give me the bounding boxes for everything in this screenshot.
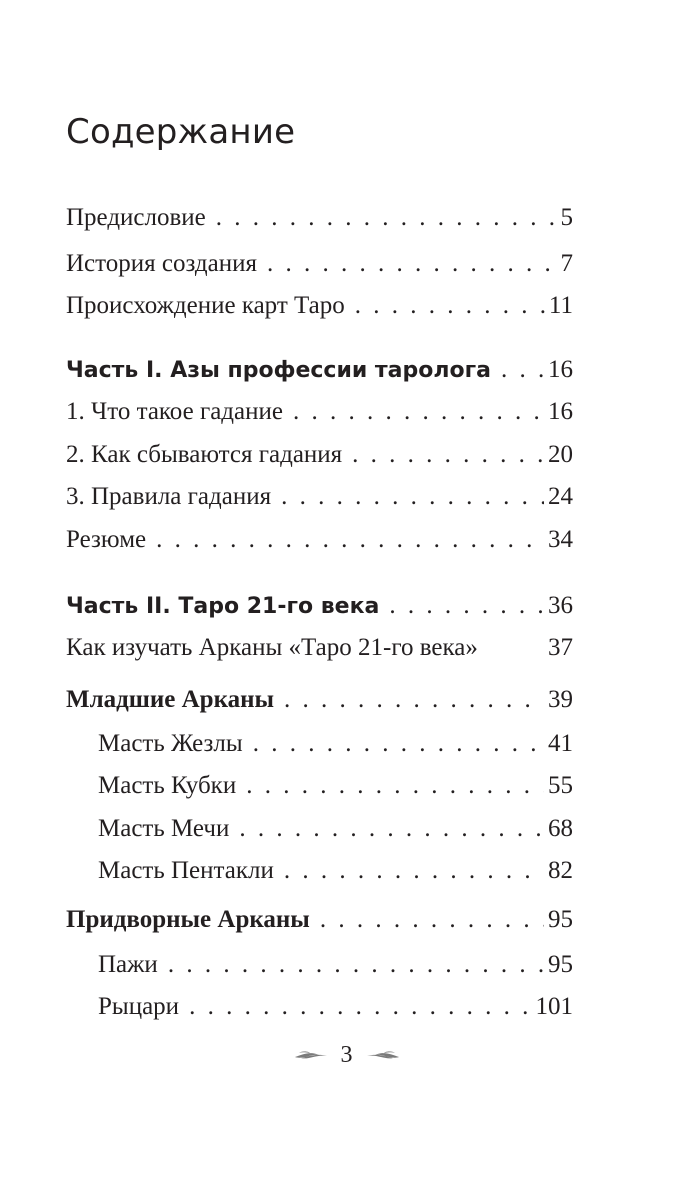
dot-leader bbox=[389, 591, 544, 621]
dot-leader bbox=[239, 814, 544, 844]
toc-entry-page: 37 bbox=[548, 634, 573, 661]
toc-entry-page: 39 bbox=[548, 686, 573, 713]
toc-entry-page: 36 bbox=[548, 592, 573, 619]
dot-leader bbox=[267, 249, 557, 279]
dot-leader bbox=[320, 905, 544, 935]
toc-entry[interactable] bbox=[66, 482, 573, 512]
toc-entry-label: Часть II. Таро 21-го века bbox=[66, 594, 380, 619]
toc-entry[interactable] bbox=[66, 291, 573, 321]
right-ornament-icon bbox=[365, 1048, 401, 1062]
toc-entry-label: Происхождение карт Таро bbox=[66, 292, 345, 319]
dot-leader bbox=[352, 440, 544, 470]
toc-entry-page: 34 bbox=[548, 526, 573, 553]
toc-entry-label: Масть Пентакли bbox=[98, 857, 274, 884]
toc-entry-label: 3. Правила гадания bbox=[66, 483, 272, 510]
toc-entry-page: 20 bbox=[548, 441, 573, 468]
toc-entry-label: Придворные Арканы bbox=[66, 906, 310, 933]
toc-entry[interactable] bbox=[98, 856, 573, 886]
toc-entry-label: Как изучать Арканы «Таро 21-го века» bbox=[66, 634, 478, 661]
toc-entry-page: 24 bbox=[548, 483, 573, 510]
dot-leader bbox=[355, 291, 545, 321]
toc-entry[interactable] bbox=[66, 397, 573, 427]
toc-entry-label: Рыцари bbox=[98, 993, 180, 1020]
toc-entry-label: Младшие Арканы bbox=[66, 686, 275, 713]
toc-entry[interactable] bbox=[98, 771, 573, 801]
toc-entry-label: 1. Что такое гадание bbox=[66, 398, 283, 425]
toc-section-heading[interactable] bbox=[66, 905, 573, 935]
left-ornament-icon bbox=[293, 1048, 329, 1062]
dot-leader bbox=[168, 950, 544, 980]
toc-entry-label: Предисловие bbox=[66, 204, 206, 231]
toc-entry-page: 82 bbox=[548, 857, 573, 884]
toc-entry[interactable] bbox=[98, 729, 573, 759]
page-footer bbox=[0, 1040, 693, 1070]
dot-leader bbox=[189, 992, 531, 1022]
toc-part-heading[interactable] bbox=[66, 355, 573, 386]
toc-entry-page: 41 bbox=[548, 730, 573, 757]
toc-entry-page: 95 bbox=[548, 951, 573, 978]
toc-entry[interactable] bbox=[66, 525, 573, 555]
toc-entry-page: 101 bbox=[535, 993, 573, 1020]
dot-leader bbox=[156, 525, 544, 555]
toc-section-heading[interactable] bbox=[66, 685, 573, 715]
toc-entry-label: 2. Как сбываются гадания bbox=[66, 441, 343, 468]
page-number: 3 bbox=[340, 1042, 353, 1068]
dot-leader bbox=[284, 685, 544, 715]
dot-leader bbox=[253, 729, 544, 759]
toc-entry[interactable] bbox=[66, 249, 573, 279]
toc-entry[interactable] bbox=[66, 440, 573, 470]
dot-leader bbox=[501, 355, 544, 385]
toc-entry-page: 11 bbox=[548, 292, 573, 319]
toc-entry-page: 95 bbox=[548, 906, 573, 933]
toc-entry-page: 55 bbox=[548, 772, 573, 799]
toc-entry-label: Масть Жезлы bbox=[98, 730, 243, 757]
dot-leader bbox=[246, 771, 544, 801]
toc-entry-page: 68 bbox=[548, 815, 573, 842]
toc-entry-label: История создания bbox=[66, 250, 257, 277]
toc-entry-label: Часть I. Азы профессии таролога bbox=[66, 358, 491, 383]
toc-entry[interactable] bbox=[66, 633, 573, 663]
dot-leader bbox=[281, 482, 544, 512]
dot-leader bbox=[216, 203, 557, 233]
toc-entry[interactable] bbox=[98, 814, 573, 844]
toc-entry-page: 16 bbox=[548, 356, 573, 383]
dot-leader bbox=[293, 397, 544, 427]
toc-entry[interactable] bbox=[98, 992, 573, 1022]
toc-part-heading[interactable] bbox=[66, 591, 573, 622]
toc-entry[interactable] bbox=[66, 203, 573, 233]
toc-entry[interactable] bbox=[98, 950, 573, 980]
page-title: Содержание bbox=[66, 112, 296, 152]
toc-entry-page: 5 bbox=[560, 204, 573, 231]
toc-entry-label: Резюме bbox=[66, 526, 147, 553]
toc-entry-label: Масть Мечи bbox=[98, 815, 230, 842]
toc-entry-label: Масть Кубки bbox=[98, 772, 237, 799]
toc-entry-page: 7 bbox=[560, 250, 573, 277]
toc-entry-label: Пажи bbox=[98, 951, 158, 978]
toc-entry-page: 16 bbox=[548, 398, 573, 425]
dot-leader bbox=[284, 856, 544, 886]
